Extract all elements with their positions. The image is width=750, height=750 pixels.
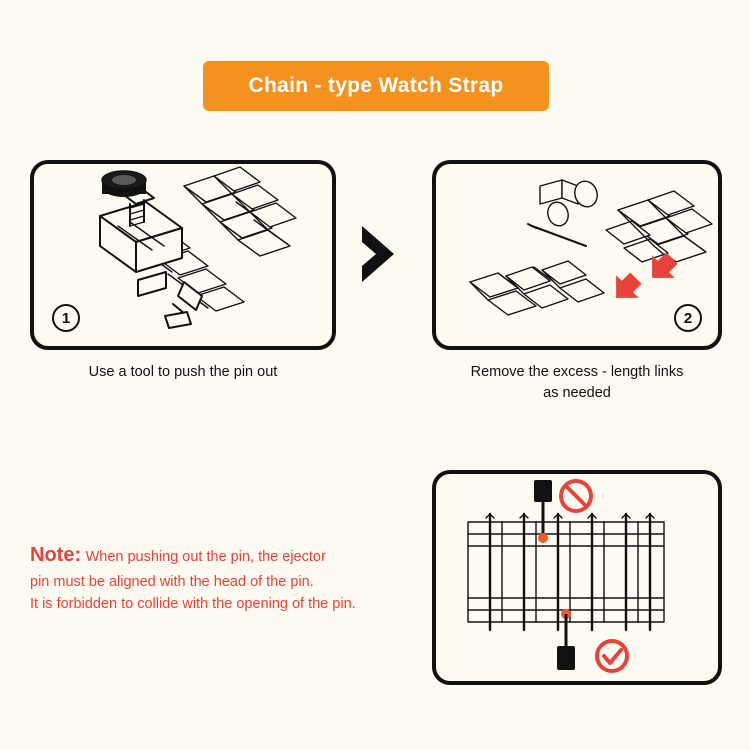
note-line-2: pin must be aligned with the head of the pin. bbox=[30, 574, 314, 590]
check-circle-icon bbox=[597, 641, 627, 671]
step-2-caption-line-1: Remove the excess - length links bbox=[470, 364, 684, 380]
note-line-1: When pushing out the pin, the ejector bbox=[85, 549, 326, 565]
step-1-panel bbox=[30, 160, 336, 350]
step-2-badge: 2 bbox=[674, 304, 702, 332]
title-banner bbox=[203, 61, 549, 111]
note-label: Note: bbox=[30, 544, 82, 566]
note-block bbox=[30, 540, 420, 616]
page-title: Chain - type Watch Strap bbox=[248, 74, 504, 97]
prohibition-icon bbox=[561, 481, 591, 511]
step-2-caption bbox=[424, 362, 730, 404]
step-1-badge: 1 bbox=[52, 304, 80, 332]
chevron-right-arrow-icon bbox=[356, 224, 412, 284]
step-2-panel bbox=[432, 160, 722, 350]
note-line-3: It is forbidden to collide with the opening of the pin. bbox=[30, 596, 356, 613]
step-1-caption: Use a tool to push the pin out bbox=[88, 364, 278, 380]
step-2-caption-line-2: as needed bbox=[543, 385, 611, 402]
pin-alignment-detail-illustration bbox=[436, 474, 718, 681]
detail-panel bbox=[432, 470, 722, 685]
